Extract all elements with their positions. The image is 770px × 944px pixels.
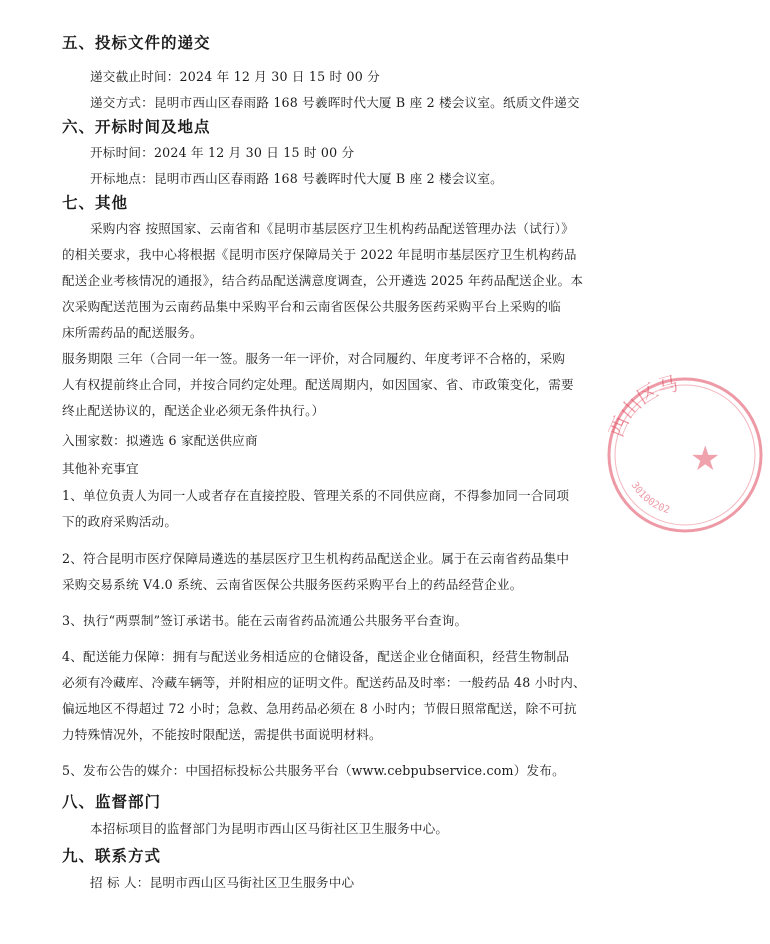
requirement-3: 3、执行“两票制”签订承诺书。能在云南省药品流通公共服务平台查询。 [62, 613, 468, 628]
seal-number: 30100202 [628, 480, 671, 517]
requirement-2-cont: 采购交易系统 V4.0 系统、云南省医保公共服务医药采购平台上的药品经营企业。 [62, 577, 523, 592]
section-7-title: 七、其他 [62, 193, 129, 212]
requirement-1-cont: 下的政府采购活动。 [62, 514, 178, 529]
requirement-2: 2、符合昆明市医疗保障局遴选的基层医疗卫生机构药品配送企业。属于在云南省药品集中 [62, 551, 570, 566]
requirement-4-cont: 偏远地区不得超过 72 小时；急救、急用药品必须在 8 小时内；节假日照常配送，除不可抗 [62, 701, 577, 716]
service-line: 服务期限 三年（合同一年一签。服务一年一评价，对合同履约、年度考评不合格的，采购 [62, 351, 566, 366]
supervision-text: 本招标项目的监督部门为昆明市西山区马街社区卫生服务中心。 [90, 821, 449, 836]
official-seal-stamp [600, 370, 770, 540]
section-6-title: 六、开标时间及地点 [62, 117, 211, 136]
other-matters-heading: 其他补充事宜 [62, 461, 139, 476]
section-5-title: 五、投标文件的递交 [62, 33, 211, 52]
requirement-1: 1、单位负责人为同一人或者存在直接控股、管理关系的不同供应商，不得参加同一合同项 [62, 488, 570, 503]
requirement-4-cont: 力特殊情况外，不能按时限配送，需提供书面说明材料。 [62, 727, 382, 742]
content-line: 的相关要求，我中心将根据《昆明市医疗保障局关于 2022 年昆明市基层医疗卫生机构药品 [62, 247, 577, 262]
seal-outer-ring [609, 379, 761, 531]
requirement-4-cont: 必须有冷藏库、冷藏车辆等，并附相应的证明文件。配送药品及时率：一般药品 48 小时内、 [62, 675, 586, 690]
requirement-5: 5、发布公告的媒介：中国招标投标公共服务平台（www.cebpubservice.com）发布。 [62, 763, 565, 778]
content-line: 配送企业考核情况的通报》，结合药品配送满意度调查，公开遴选 2025 年药品配送企业。本 [62, 273, 584, 288]
section-9-title: 九、联系方式 [62, 846, 162, 865]
submission-deadline: 递交截止时间：2024 年 12 月 30 日 15 时 00 分 [90, 69, 380, 84]
service-line: 人有权提前终止合同，并按合同约定处理。配送周期内，如因国家、省、市政策变化，需要 [62, 377, 574, 392]
tenderer-contact: 招 标 人：昆明市西山区马街社区卫生服务中心 [90, 875, 355, 890]
opening-time: 开标时间：2024 年 12 月 30 日 15 时 00 分 [90, 145, 355, 160]
seal-text: 西山区马 [603, 371, 681, 441]
opening-place: 开标地点：昆明市西山区春雨路 168 号羲晖时代大厦 B 座 2 楼会议室。 [90, 171, 503, 186]
seal-star-icon: ★ [690, 439, 721, 479]
supplier-count: 入围家数：拟遴选 6 家配送供应商 [62, 433, 258, 448]
content-line: 次采购配送范围为云南药品集中采购平台和云南省医保公共服务医药采购平台上采购的临 [62, 299, 561, 314]
submission-method: 递交方式：昆明市西山区春雨路 168 号羲晖时代大厦 B 座 2 楼会议室。纸质文件递交 [90, 95, 580, 110]
content-line: 采购内容 按照国家、云南省和《昆明市基层医疗卫生机构药品配送管理办法（试行）》 [90, 221, 575, 236]
content-line: 床所需药品的配送服务。 [62, 325, 203, 340]
service-line: 终止配送协议的，配送企业必须无条件执行。） [62, 403, 325, 418]
requirement-4: 4、配送能力保障：拥有与配送业务相适应的仓储设备，配送企业仓储面积，经营生物制品 [62, 649, 570, 664]
seal-inner-ring [615, 385, 755, 525]
section-8-title: 八、监督部门 [62, 792, 162, 811]
